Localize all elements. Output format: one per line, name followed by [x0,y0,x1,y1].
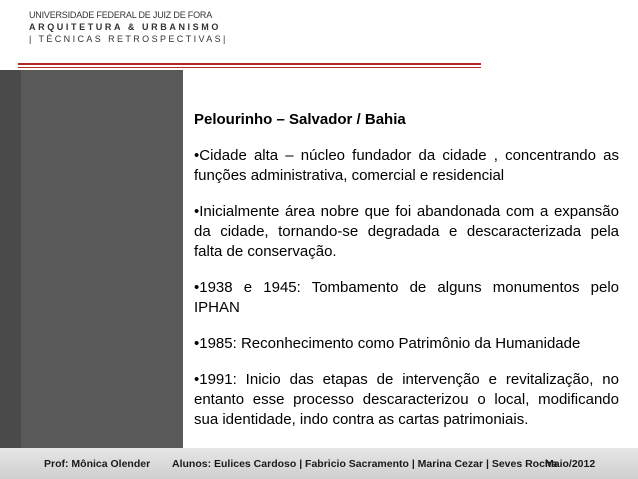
footer-professor: Prof: Mônica Olender [44,458,151,470]
header-divider-thin [18,67,481,68]
bullet-paragraph: •1985: Reconhecimento como Patrimônio da Humanidade [194,335,581,352]
header-divider [18,63,481,65]
bullet-paragraph: •1991: Inicio das etapas de intervenção e revitalização, no entanto esse processo descaracterizou o local, modificando sua identidade, indo contra as cartas patrimoniais. [194,371,619,428]
bullet-paragraph: •Inicialmente área nobre que foi abandonada com a expansão da cidade, tornando-se degradada e descaracterizada pela falta de conservação. [194,203,619,260]
decorative-side-panel [0,70,183,448]
decorative-side-panel-inner [21,70,183,448]
course-name: ARQUITETURA & URBANISMO [29,22,221,32]
header [29,9,228,45]
footer-bar [0,448,638,479]
bullet-paragraph: •Cidade alta – núcleo fundador da cidade , concentrando as funções administrativa, comercial e residencial [194,147,619,184]
footer-students: Alunos: Eulices Cardoso | Fabricio Sacramento | Marina Cezar | Seves Rocha [172,458,558,470]
discipline-name: | TÉCNICAS RETROSPECTIVAS| [29,34,228,44]
university-name: UNIVERSIDADE FEDERAL DE JUIZ DE FORA [29,10,212,20]
slide-title: Pelourinho – Salvador / Bahia [194,111,406,128]
slide-content [194,110,619,446]
bullet-paragraph: •1938 e 1945: Tombamento de alguns monumentos pelo IPHAN [194,279,619,316]
footer-date: Maio/2012 [545,458,596,470]
